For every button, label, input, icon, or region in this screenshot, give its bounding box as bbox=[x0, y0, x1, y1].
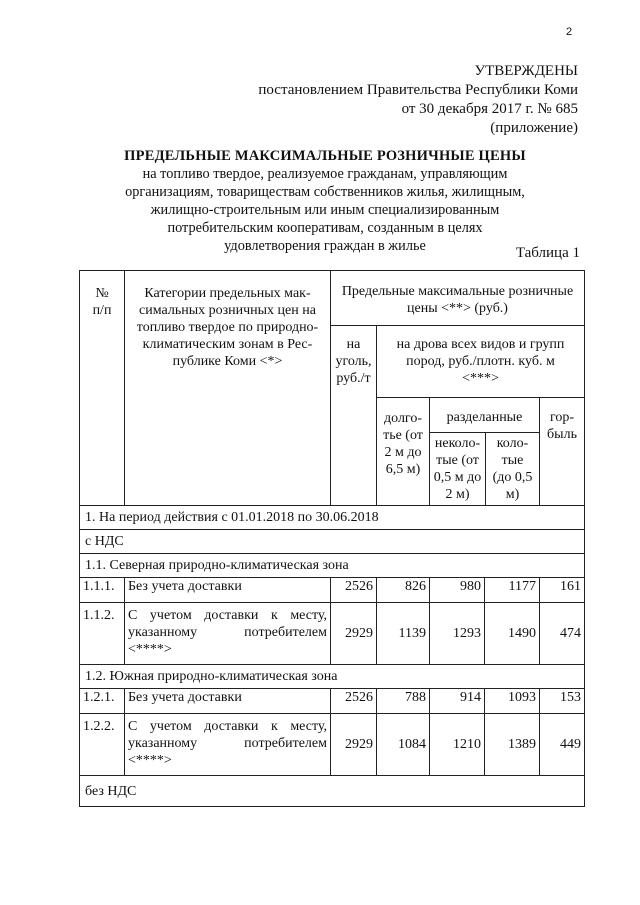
header-text: тье (от bbox=[383, 428, 423, 443]
header-text: симальных розничных цен на bbox=[139, 303, 316, 318]
header-category bbox=[125, 271, 331, 506]
split-wood-price: 1389 bbox=[485, 714, 540, 776]
zone-heading: 1.1. Северная природно-климатическая зона bbox=[80, 554, 585, 578]
row-category: Без учета доставки bbox=[125, 578, 331, 603]
coal-price: 2929 bbox=[331, 714, 377, 776]
header-text: климатическим зонам в Рес- bbox=[142, 337, 313, 352]
header-slab bbox=[540, 398, 585, 506]
split-wood-price: 1490 bbox=[485, 603, 540, 665]
header-text: Категории предельных мак- bbox=[144, 286, 311, 301]
header-prices bbox=[331, 271, 585, 326]
table-row bbox=[80, 714, 585, 776]
header-text: публике Коми <*> bbox=[172, 354, 283, 369]
category-line: указанному потребителем bbox=[128, 625, 327, 640]
header-text: № bbox=[95, 286, 109, 301]
unsplit-wood-price: 980 bbox=[430, 578, 485, 603]
period-heading: 1. На период действия с 01.01.2018 по 30.06.2018 bbox=[80, 506, 585, 530]
approval-line: от 30 декабря 2017 г. № 685 bbox=[401, 101, 578, 117]
table-row bbox=[80, 689, 585, 714]
long-wood-price: 1084 bbox=[377, 714, 430, 776]
unsplit-wood-price: 914 bbox=[430, 689, 485, 714]
header-text: (до 0,5 bbox=[492, 470, 533, 485]
vat-heading: с НДС bbox=[80, 530, 585, 554]
unsplit-wood-price: 1210 bbox=[430, 714, 485, 776]
long-wood-price: 788 bbox=[377, 689, 430, 714]
header-text: коло- bbox=[496, 436, 529, 451]
header-text: цены <**> (руб.) bbox=[407, 301, 508, 316]
header-row bbox=[80, 271, 585, 326]
header-text: 2 м) bbox=[445, 487, 470, 502]
table-row bbox=[80, 578, 585, 603]
split-wood-price: 1177 bbox=[485, 578, 540, 603]
section-row bbox=[80, 665, 585, 689]
header-long bbox=[377, 398, 430, 506]
header-text: тые bbox=[501, 453, 524, 468]
header-text: <***> bbox=[462, 371, 499, 386]
header-text: на bbox=[346, 337, 361, 352]
slab-price: 474 bbox=[540, 603, 585, 665]
title-sub: удовлетворения граждан в жилье bbox=[224, 238, 426, 254]
title-sub: организациям, товариществам собственников жилья, жилищным, bbox=[125, 184, 525, 200]
unsplit-wood-price: 1293 bbox=[430, 603, 485, 665]
header-text: неколо- bbox=[434, 436, 481, 451]
header-text: разделанные bbox=[430, 398, 539, 433]
price-table bbox=[79, 270, 585, 807]
header-text: тые (от bbox=[436, 453, 479, 468]
row-category bbox=[125, 603, 331, 665]
header-cut bbox=[430, 398, 540, 506]
header-coal bbox=[331, 326, 377, 506]
page-number: 2 bbox=[566, 26, 573, 38]
approval-line: (приложение) bbox=[490, 120, 578, 136]
section-row bbox=[80, 530, 585, 554]
header-text: п/п bbox=[92, 303, 112, 318]
header-text: уголь, bbox=[335, 354, 372, 369]
row-number: 1.1.1. bbox=[80, 578, 125, 603]
long-wood-price: 1139 bbox=[377, 603, 430, 665]
header-text: 0,5 м до bbox=[433, 470, 482, 485]
title-sub: жилищно-строительным или иным специализированным bbox=[150, 202, 500, 218]
title-main: ПРЕДЕЛЬНЫЕ МАКСИМАЛЬНЫЕ РОЗНИЧНЫЕ ЦЕНЫ bbox=[124, 148, 526, 164]
document-title bbox=[90, 147, 560, 255]
split-wood-price: 1093 bbox=[485, 689, 540, 714]
table-label: Таблица 1 bbox=[515, 245, 580, 261]
row-number: 1.1.2. bbox=[80, 603, 125, 665]
approval-line: УТВЕРЖДЕНЫ bbox=[474, 63, 578, 79]
long-wood-price: 826 bbox=[377, 578, 430, 603]
coal-price: 2526 bbox=[331, 578, 377, 603]
row-number: 1.2.2. bbox=[80, 714, 125, 776]
slab-price: 449 bbox=[540, 714, 585, 776]
coal-price: 2526 bbox=[331, 689, 377, 714]
slab-price: 153 bbox=[540, 689, 585, 714]
header-text: долго- bbox=[384, 411, 422, 426]
category-line: <****> bbox=[128, 753, 172, 768]
zone-heading: 1.2. Южная природно-климатическая зона bbox=[80, 665, 585, 689]
row-category: Без учета доставки bbox=[125, 689, 331, 714]
section-row bbox=[80, 554, 585, 578]
header-text: на дрова всех видов и групп bbox=[396, 337, 565, 352]
header-text: 2 м до bbox=[384, 445, 422, 460]
row-category bbox=[125, 714, 331, 776]
title-sub: на топливо твердое, реализуемое гражданам, управляющим bbox=[142, 166, 508, 182]
slab-price: 161 bbox=[540, 578, 585, 603]
row-number: 1.2.1. bbox=[80, 689, 125, 714]
header-text: гор- bbox=[549, 410, 575, 425]
title-sub: потребительским кооперативам, созданным в целях bbox=[167, 220, 483, 236]
coal-price: 2929 bbox=[331, 603, 377, 665]
header-text: топливо твердое по природно- bbox=[136, 320, 319, 335]
category-line: <****> bbox=[128, 642, 172, 657]
no-vat-heading: без НДС bbox=[80, 776, 585, 807]
header-wood bbox=[377, 326, 585, 398]
approval-block bbox=[218, 62, 578, 138]
section-row bbox=[80, 506, 585, 530]
category-line: указанному потребителем bbox=[128, 736, 327, 751]
header-text: быль bbox=[547, 427, 577, 442]
section-row bbox=[80, 776, 585, 807]
header-number bbox=[80, 271, 125, 506]
approval-line: постановлением Правительства Республики Коми bbox=[258, 82, 578, 98]
header-unsplit bbox=[430, 433, 486, 505]
table-row bbox=[80, 603, 585, 665]
category-line: С учетом доставки к месту, bbox=[128, 719, 327, 734]
header-text: м) bbox=[505, 487, 520, 502]
header-text: пород, руб./плотн. куб. м bbox=[406, 354, 555, 369]
header-text: руб./т bbox=[336, 371, 371, 386]
category-line: С учетом доставки к месту, bbox=[128, 608, 327, 623]
header-text: Предельные максимальные розничные bbox=[341, 284, 574, 299]
header-text: 6,5 м) bbox=[385, 462, 421, 477]
header-split bbox=[486, 433, 539, 505]
